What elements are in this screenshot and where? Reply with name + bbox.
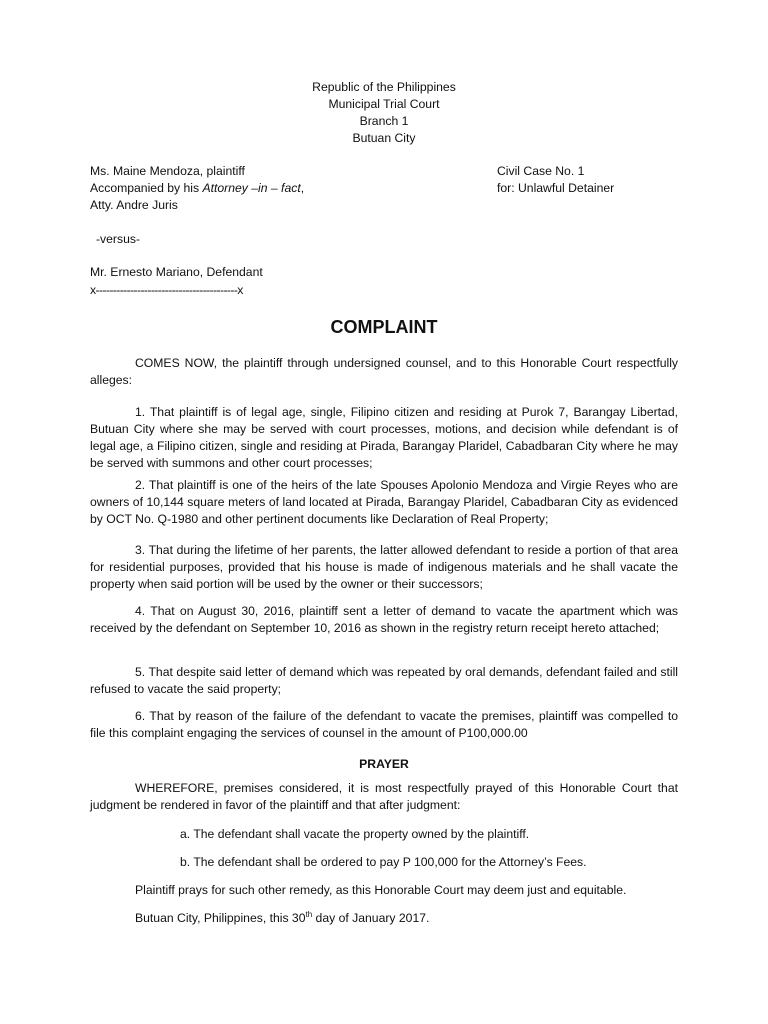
paragraph-4-text: 4. That on August 30, 2016, plaintiff sent a letter of demand to vacate the apartment which was received by the defendant on September 10, 2016 as shown in the registry return receipt hereto attached; <box>90 604 678 635</box>
header-republic: Republic of the Philippines <box>312 80 456 94</box>
paragraph-3 <box>90 542 678 593</box>
paragraph-1-text: 1. That plaintiff is of legal age, single, Filipino citizen and residing at Purok 7, Barangay Libertad, Butuan City where she may be served with court processes, motions, and decision while defendant is of legal age, a Filipino citizen, single and residing at Pirada, Barangay Plaridel, Cabadbaran City where he may be served with summons and other court processes; <box>90 405 678 470</box>
header-city: Butuan City <box>352 131 416 145</box>
paragraph-6-text: 6. That by reason of the failure of the defendant to vacate the premises, plaintiff was compelled to file this complaint engaging the services of counsel in the amount of P100,000.00 <box>90 709 678 740</box>
paragraph-4 <box>90 603 678 637</box>
plaintiff-name: Ms. Maine Mendoza, plaintiff <box>90 164 245 178</box>
paragraph-5 <box>90 664 678 698</box>
paragraph-1 <box>90 404 678 472</box>
prayer-item-a: a. The defendant shall vacate the property owned by the plaintiff. <box>180 827 530 841</box>
header-branch: Branch 1 <box>359 114 409 128</box>
accompanied-suffix: , <box>300 181 305 195</box>
date-suffix: day of January 2017. <box>312 911 430 925</box>
header-court: Municipal Trial Court <box>328 97 440 111</box>
paragraph-6 <box>90 708 678 742</box>
prayer-heading: PRAYER <box>359 757 409 771</box>
paragraph-2 <box>90 477 678 528</box>
versus-label: -versus- <box>96 232 141 246</box>
accompanied-line <box>90 180 470 197</box>
paragraph-2-text: 2. That plaintiff is one of the heirs of the late Spouses Apolonio Mendoza and Virgie Reyes who are owners of 10,144 square meters of land located at Pirada, Barangay Plaridel, Cabadbaran City as evidenced by OCT No. Q-1980 and other pertinent documents like Declaration of Real Property; <box>90 478 678 526</box>
case-number: Civil Case No. 1 <box>497 164 585 178</box>
date-prefix: Butuan City, Philippines, this 30 <box>135 911 306 925</box>
accompanied-prefix: Accompanied by his <box>90 181 203 195</box>
document-title: COMPLAINT <box>330 317 438 337</box>
paragraph-intro <box>90 355 678 389</box>
case-type: for: Unlawful Detainer <box>497 181 615 195</box>
accompanied-italic: Attorney –in – fact <box>202 181 301 195</box>
other-remedy: Plaintiff prays for such other remedy, as this Honorable Court may deem just and equitable. <box>135 883 627 897</box>
defendant-name: Mr. Ernesto Mariano, Defendant <box>90 265 263 279</box>
date-line <box>135 910 680 927</box>
paragraph-5-text: 5. That despite said letter of demand which was repeated by oral demands, defendant failed and still refused to vacate the said property; <box>90 665 678 696</box>
date-ordinal: th <box>305 909 313 919</box>
court-header <box>0 79 768 147</box>
intro-text: COMES NOW, the plaintiff through undersigned counsel, and to this Honorable Court respectfully alleges: <box>90 356 678 387</box>
wherefore-text: WHEREFORE, premises considered, it is most respectfully prayed of this Honorable Court that judgment be rendered in favor of the plaintiff and that after judgment: <box>90 781 678 812</box>
prayer-item-b: b. The defendant shall be ordered to pay P 100,000 for the Attorney’s Fees. <box>180 855 587 869</box>
attorney-name: Atty. Andre Juris <box>90 198 178 212</box>
wherefore-paragraph <box>90 780 678 814</box>
caption-parties <box>90 163 470 214</box>
paragraph-3-text: 3. That during the lifetime of her parents, the latter allowed defendant to reside a portion of that area for residential purposes, provided that his house is made of indigenous materials and he shall vacate the property when said portion will be used by the owner or their successors; <box>90 543 678 591</box>
case-info <box>497 163 697 197</box>
caption-separator: x-----------------------------------------x <box>90 283 243 297</box>
